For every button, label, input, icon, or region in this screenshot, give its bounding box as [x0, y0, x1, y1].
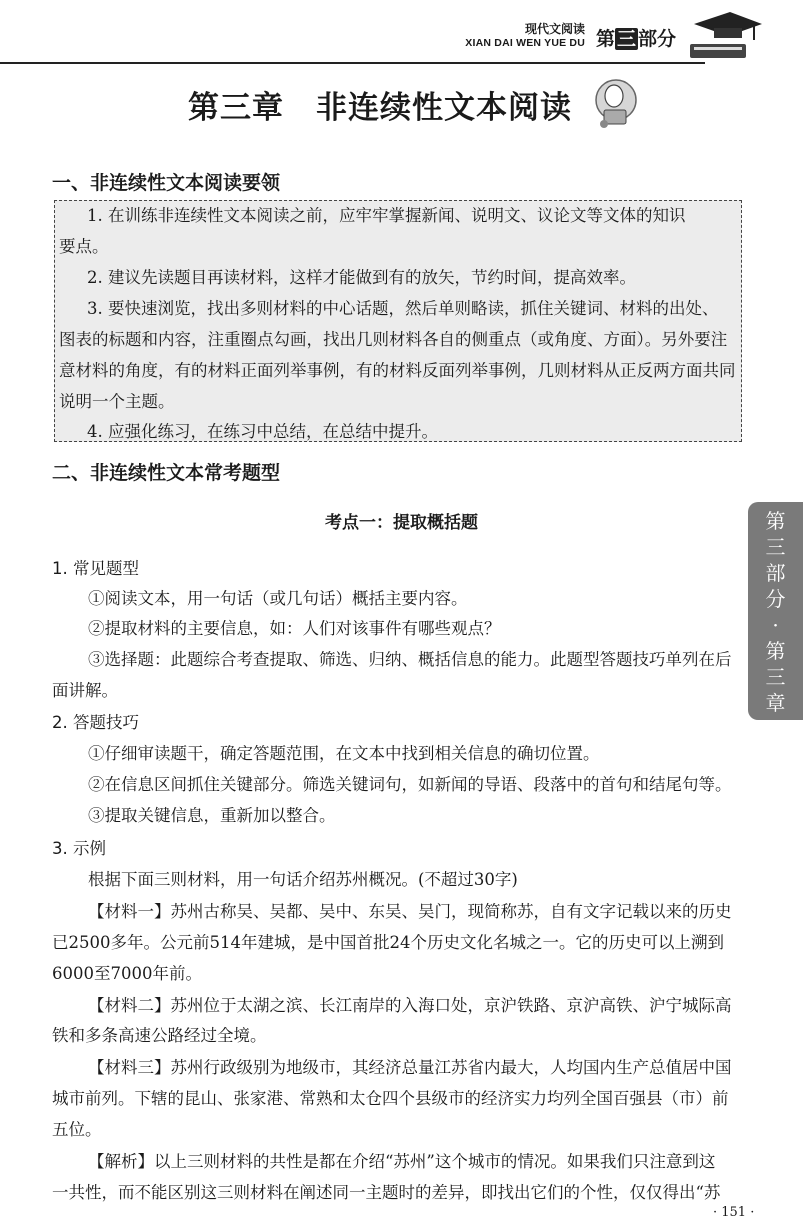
- analysis-line: 一共性，而不能区别这三则材料在阐述同一主题时的差异，即找出它们的个性，仅仅得出“苏: [52, 1183, 721, 1202]
- side-tab-char: 部: [765, 561, 786, 585]
- reading-figure-icon: [592, 76, 640, 132]
- side-tab-char: 三: [765, 665, 786, 689]
- header-part-prefix: 第: [596, 28, 616, 50]
- answer-tip-item: ②在信息区间抓住关键部分。筛选关键词句，如新闻的导语、段落中的首句和结尾句等。: [88, 775, 732, 794]
- key-point-line: 要点。: [59, 237, 109, 256]
- key-point-line: 4. 应强化练习，在练习中总结，在总结中提升。: [87, 422, 438, 441]
- side-tab-char: 第: [765, 639, 786, 663]
- key-point-line: 意材料的角度，有的材料正面列举事例，有的材料反面列举事例，几则材料从正反两方面共同: [59, 361, 736, 380]
- section-1-title: 一、非连续性文本阅读要领: [52, 172, 281, 194]
- header-book-title: 现代文阅读: [524, 22, 585, 36]
- question-type-item: ③选择题：此题综合考查提取、筛选、归纳、概括信息的能力。此题型答题技巧单列在后: [88, 650, 732, 669]
- question-type-item: ②提取材料的主要信息，如：人们对该事件有哪些观点？: [88, 619, 501, 638]
- key-points-box: [54, 200, 742, 442]
- subheading-example: 3. 示例: [52, 839, 106, 858]
- subheading-question-types: 1. 常见题型: [52, 559, 139, 578]
- material-line: 6000至7000年前。: [52, 964, 202, 983]
- page-number: · 151 ·: [713, 1205, 755, 1220]
- header-rule: [0, 62, 705, 64]
- material-line: 五位。: [52, 1120, 102, 1139]
- material-line: 【材料三】苏州行政级别为地级市，其经济总量江苏省内最大，人均国内生产总值居中国: [88, 1058, 732, 1077]
- chapter-heading: [0, 76, 803, 132]
- chapter-title: 第三章 非连续性文本阅读: [188, 90, 572, 126]
- side-tab-char: 三: [765, 535, 786, 559]
- key-point-line: 图表的标题和内容，注重圈点勾画，找出几则材料各自的侧重点（或角度、方面）。另外要注: [59, 330, 728, 349]
- material-line: 已2500多年。公元前514年建城，是中国首批24个历史文化名城之一。它的历史可以上溯到: [52, 933, 724, 952]
- question-type-item: 面讲解。: [52, 681, 118, 700]
- key-point-line: 1. 在训练非连续性文本阅读之前，应牢牢掌握新闻、说明文、议论文等文体的知识: [87, 206, 686, 225]
- key-point-line: 说明一个主题。: [59, 392, 175, 411]
- key-point-line: 2. 建议先读题目再读材料，这样才能做到有的放矢，节约时间，提高效率。: [87, 268, 636, 287]
- material-line: 【材料二】苏州位于太湖之滨、长江南岸的入海口处，京沪铁路、京沪高铁、沪宁城际高: [88, 996, 732, 1015]
- answer-tip-item: ③提取关键信息，重新加以整合。: [88, 806, 336, 825]
- side-tab-char: 章: [765, 691, 786, 715]
- side-tab-char: 分: [765, 587, 786, 611]
- subheading-answer-tips: 2. 答题技巧: [52, 713, 139, 732]
- exam-point-title: 考点一：提取概括题: [325, 513, 478, 533]
- chapter-side-tab: [748, 502, 803, 720]
- side-tab-char: ·: [772, 613, 779, 637]
- answer-tip-item: ①仔细审读题干，确定答题范围，在文本中找到相关信息的确切位置。: [88, 744, 600, 763]
- material-line: 【材料一】苏州古称吴、吴都、吴中、东吴、吴门，现简称苏，自有文字记载以来的历史: [88, 902, 732, 921]
- header-part-suffix: 部分: [638, 28, 677, 50]
- example-prompt: 根据下面三则材料，用一句话介绍苏州概况。(不超过30字): [88, 870, 518, 889]
- header-pinyin: XIAN DAI WEN YUE DU: [465, 37, 585, 49]
- analysis-line: 【解析】以上三则材料的共性是都在介绍“苏州”这个城市的情况。如果我们只注意到这: [88, 1152, 716, 1171]
- key-point-line: 3. 要快速浏览，找出多则材料的中心话题，然后单则略读，抓住关键词、材料的出处、: [87, 299, 719, 318]
- material-line: 城市前列。下辖的昆山、张家港、常熟和太仓四个县级市的经济实力均列全国百强县（市）前: [52, 1089, 729, 1108]
- header-part-number: 三: [617, 28, 637, 50]
- question-type-item: ①阅读文本，用一句话（或几句话）概括主要内容。: [88, 589, 468, 608]
- side-tab-char: 第: [765, 509, 786, 533]
- material-line: 铁和多条高速公路经过全境。: [52, 1026, 267, 1045]
- header-part-label: [596, 24, 676, 51]
- graduation-cap-book-icon: [684, 6, 764, 62]
- running-header: [0, 0, 803, 72]
- section-2-title: 二、非连续性文本常考题型: [52, 462, 281, 484]
